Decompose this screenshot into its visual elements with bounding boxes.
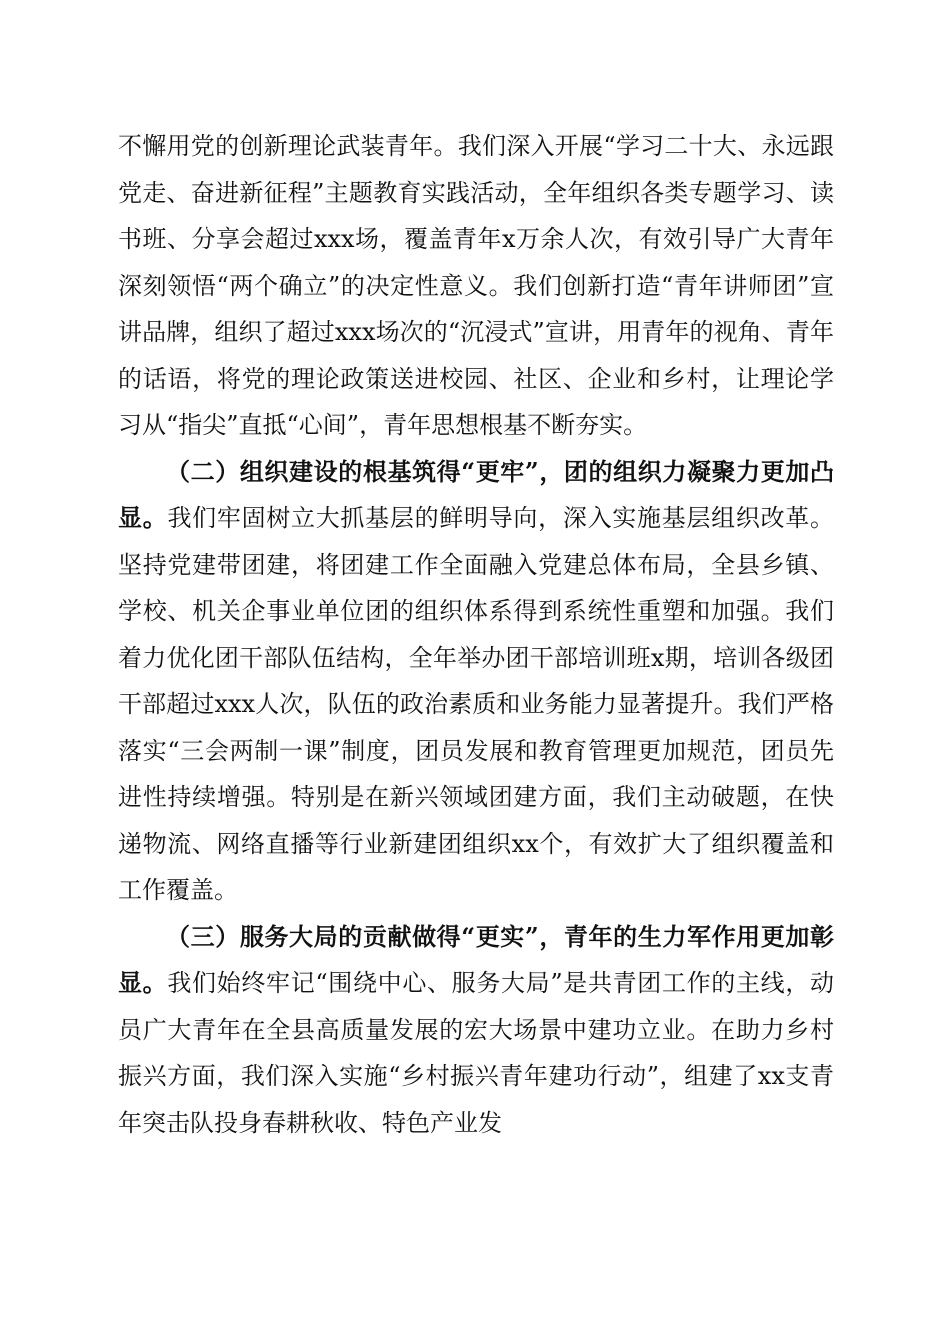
paragraph-1-body: 不懈用党的创新理论武装青年。我们深入开展“学习二十大、永远跟党走、奋进新征程”主题教育实践活动，全年组织各类专题学习、读书班、分享会超过xxx场，覆盖青年x万余人次，有效引导广大青年深刻领悟“两个确立”的决定性意义。我们创新打造“青年讲师团”宣讲品牌，组织了超过xxx场次的“沉浸式”宣讲，用青年的视角、青年的话语，将党的理论政策送进校园、社区、企业和乡村，让理论学习从“指尖”直抵“心间”，青年思想根基不断夯实。 bbox=[118, 132, 834, 439]
document-page bbox=[118, 123, 834, 1146]
paragraph-1 bbox=[118, 123, 834, 449]
paragraph-2-body: 我们牢固树立大抓基层的鲜明导向，深入实施基层组织改革。坚持党建带团建，将团建工作全面融入党建总体布局，全县乡镇、学校、机关企事业单位团的组织体系得到系统性重塑和加强。我们着力优化团干部队伍结构，全年举办团干部培训班x期，培训各级团干部超过xxx人次，队伍的政治素质和业务能力显著提升。我们严格落实“三会两制一课”制度，团员发展和教育管理更加规范，团员先进性持续增强。特别是在新兴领域团建方面，我们主动破题，在快递物流、网络直播等行业新建团组织xx个，有效扩大了组织覆盖和工作覆盖。 bbox=[118, 504, 835, 904]
section-heading-3: （三）服务大局的贡献做得“更实”，青年的生力军作用更加彰显。 bbox=[118, 921, 834, 997]
paragraph-3 bbox=[118, 914, 834, 1147]
paragraph-2 bbox=[118, 449, 834, 914]
section-heading-2: （二）组织建设的根基筑得“更牢”，团的组织力凝聚力更加凸显。 bbox=[118, 456, 834, 532]
paragraph-3-body: 我们始终牢记“围绕中心、服务大局”是共青团工作的主线，动员广大青年在全县高质量发展的宏大场景中建功立业。在助力乡村振兴方面，我们深入实施“乡村振兴青年建功行动”，组建了xx支青年突击队投身春耕秋收、特色产业发 bbox=[118, 969, 834, 1137]
